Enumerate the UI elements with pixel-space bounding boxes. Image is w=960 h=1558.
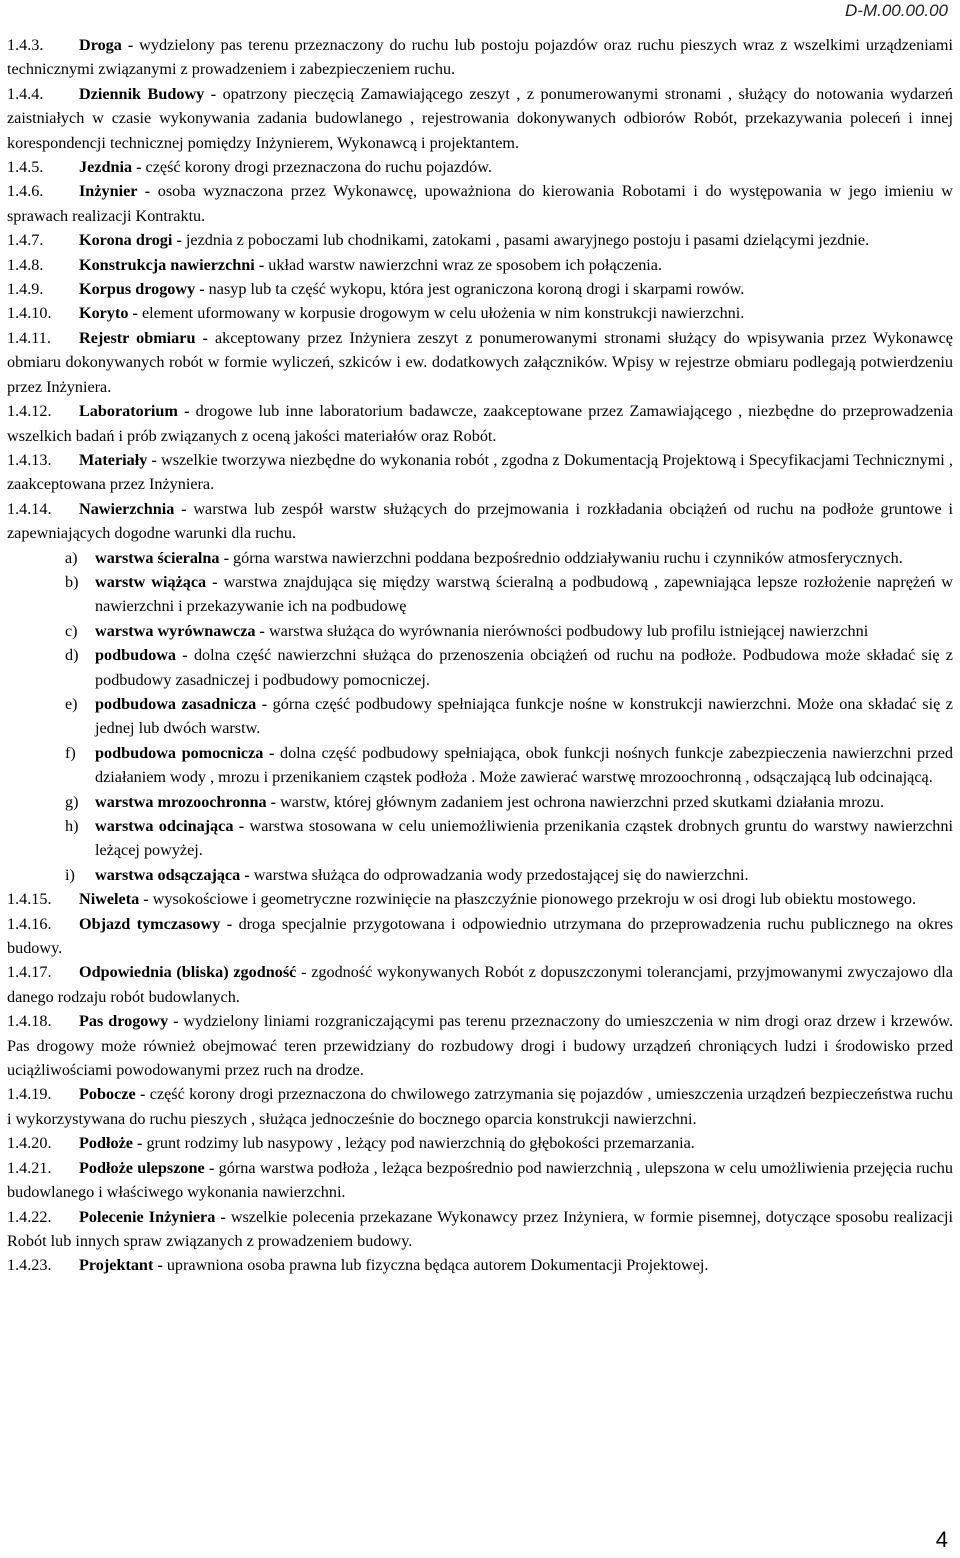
page-number: 4 (935, 1526, 948, 1552)
entry-number: 1.4.4. (7, 84, 44, 103)
entry-text: nasyp lub ta część wykopu, która jest ograniczona koroną drogi i skarpami rowów. (204, 280, 745, 299)
entry-number: 1.4.9. (7, 280, 44, 299)
sub-item-term: warstwa ścieralna - (95, 548, 229, 567)
entry-text: droga specjalnie przygotowana i odpowiednio utrzymana do przeprowadzenia ruchu publicznego na okres budowy. (7, 914, 954, 958)
definition-entry (7, 1131, 953, 1155)
entry-term: Dziennik Budowy - (79, 84, 217, 103)
sub-item-term: warstw wiążąca - (95, 572, 218, 591)
sub-item-text: górna część podbudowy spełniająca funkcje nośne w konstrukcji nawierzchni. Może ona składać się z jednej lub dwóch warstw. (95, 694, 953, 738)
entry-number: 1.4.7. (7, 231, 44, 250)
sub-item-letter: h) (65, 817, 79, 835)
sub-item-letter: g) (65, 792, 79, 811)
definition-entry (7, 326, 953, 399)
entry-text: opatrzony pieczęcią Zamawiającego zeszyt , z ponumerowanymi stronami , służący do notowania wydarzeń zaistniałych w czasie wykonywania zadania budowlanego , rejestrowania dokonywanych odbiorów Robót, przekazywania poleceń i innej korespondencji technicznej pomiędzy Inżynierem, Wykonawcą i projektantem. (7, 84, 953, 152)
sub-item (7, 643, 953, 692)
entry-text: grunt rodzimy lub nasypowy , leżący pod nawierzchnią do głębokości przemarzania. (142, 1134, 695, 1153)
sub-item-term: podbudowa pomocnicza - (95, 743, 275, 762)
entry-text: część korony drogi przeznaczona do ruchu pojazdów. (141, 158, 492, 177)
sub-item-letter: a) (65, 548, 78, 567)
definition-entry (7, 155, 953, 179)
sub-item-letter: d) (65, 646, 79, 665)
definition-entry (7, 33, 953, 82)
entry-term: Koryto - (79, 304, 138, 323)
definition-entry (7, 448, 953, 497)
entry-number: 1.4.19. (7, 1085, 52, 1104)
definition-entry (7, 301, 953, 325)
definition-entry (7, 82, 953, 155)
entry-text: górna warstwa podłoża , leżąca bezpośrednio pod nawierzchnią , ulepszona w celu umożliwienia przejęcia ruchu budowlanego i właściwego wykonania nawierzchni. (7, 1158, 953, 1202)
sub-item-letter: c) (65, 621, 78, 640)
sub-item-letter: e) (65, 694, 78, 713)
sub-item-text: górna warstwa nawierzchni poddana bezpośrednio oddziaływaniu ruchu i czynników atmosferycznych. (228, 548, 903, 567)
entry-number: 1.4.20. (7, 1134, 52, 1153)
sub-item (7, 814, 953, 863)
entry-term: Podłoże ulepszone - (79, 1158, 215, 1177)
entry-number: 1.4.15. (7, 890, 52, 909)
entry-number: 1.4.18. (7, 1012, 52, 1031)
entry-text: układ warstw nawierzchni wraz ze sposobem ich połączenia. (264, 255, 663, 274)
entry-term: Droga - (79, 36, 134, 54)
pavement-layers-list (7, 546, 953, 888)
entry-number: 1.4.16. (7, 914, 52, 933)
sub-item-text: warstwa znajdująca się między warstwą ścieralną a podbudową , zapewniająca lepsze rozłożenie naprężeń w nawierzchni i przekazywanie ich na podbudowę (95, 572, 953, 616)
entry-number: 1.4.11. (7, 328, 51, 347)
definition-entry (7, 253, 953, 277)
entry-text: - zgodność wykonywanych Robót z dopuszczonymi tolerancjami, przyjmowanymi zwyczajowo dla danego rodzaju robót budowlanych. (7, 963, 953, 1006)
entry-term: Nawierzchnia - (79, 499, 187, 518)
sub-item-text: warstwa służąca do odprowadzania wody przedostającej się do nawierzchni. (249, 865, 749, 884)
entry-term: Objazd tymczasowy - (79, 914, 233, 933)
sub-item-text: warstwa służąca do wyrównania nierówności podbudowy lub profilu istniejącej nawierzchni (264, 621, 869, 640)
entry-text: element uformowany w korpusie drogowym w celu ułożenia w nim konstrukcji nawierzchni. (137, 304, 745, 323)
entry-term: Podłoże - (79, 1134, 143, 1153)
entry-term: Korona drogi - (79, 231, 182, 250)
definition-entry (7, 179, 953, 228)
definition-entry (7, 912, 953, 961)
definition-entry (7, 277, 953, 301)
entry-number: 1.4.6. (7, 182, 44, 201)
sub-item (7, 619, 953, 643)
sub-item-text: dolna część podbudowy spełniająca, obok funkcji nośnych funkcje zabezpieczenia nawierzchni przed działaniem wody , mrozu i przenikaniem cząstek podłoża . Może zawierać warstwę mrozoochronną , odsączającą lub odcinającą. (95, 743, 954, 787)
entry-text: wszelkie polecenia przekazane Wykonawcy przez Inżyniera, w formie pisemnej, dotyczące sposobu realizacji Robót lub innych spraw związanych z prowadzeniem budowy. (7, 1207, 953, 1250)
entry-number: 1.4.14. (7, 499, 52, 518)
definitions-list (7, 33, 953, 1278)
entry-term: Polecenie Inżyniera - (79, 1207, 226, 1226)
entry-number: 1.4.22. (7, 1207, 52, 1226)
definition-entry (7, 399, 953, 448)
definition-entry (7, 960, 953, 1009)
definition-entry (7, 228, 953, 252)
entry-text: osoba wyznaczona przez Wykonawcę, upoważniona do kierowania Robotami i do występowania w jego imieniu w sprawach realizacji Kontraktu. (7, 182, 953, 225)
entry-text: wydzielony pas terenu przeznaczony do ruchu lub postoju pojazdów oraz ruchu pieszych wraz z wszelkimi urządzeniami technicznymi związanymi z prowadzeniem i zabezpieczeniem ruchu. (7, 36, 953, 79)
document-code: D-M.00.00.00 (845, 1, 948, 20)
sub-item-term: warstwa odsączająca - (95, 865, 250, 884)
entry-number: 1.4.21. (7, 1158, 52, 1177)
sub-item-text: warstw, której głównym zadaniem jest ochrona nawierzchni przed skutkami działania mrozu. (276, 792, 885, 811)
entry-number: 1.4.10. (7, 304, 52, 323)
entry-text: uprawniona osoba prawna lub fizyczna będąca autorem Dokumentacji Projektowej. (162, 1256, 709, 1275)
entry-text: akceptowany przez Inżyniera zeszyt z ponumerowanymi stronami służący do wpisywania przez Wykonawcę obmiaru dokonywanych robót w formie wyliczeń, szkiców i ew. dodatkowych załączników. Wpisy w rejestrze obmiaru podlegają potwierdzeniu przez Inżyniera. (7, 328, 953, 396)
entry-number: 1.4.23. (7, 1256, 52, 1275)
sub-item-letter: b) (65, 572, 79, 591)
definition-entry (7, 1253, 953, 1277)
definition-entry (7, 887, 953, 911)
definition-entry (7, 1205, 953, 1254)
sub-item-term: warstwa mrozoochronna - (95, 792, 277, 811)
entry-text: część korony drogi przeznaczona do chwilowego zatrzymania się pojazdów , umieszczenia urządzeń bezpieczeństwa ruchu i wykorzystywana do ruchu pieszych , służąca jednocześnie do bocznego oparcia konstrukcji nawierzchni. (7, 1085, 953, 1128)
entries-after (7, 887, 953, 1278)
entry-term: Pas drogowy - (79, 1012, 179, 1031)
entry-text: jezdnia z poboczami lub chodnikami, zatokami , pasami awaryjnego postoju i pasami dzielącymi jezdnie. (181, 231, 870, 250)
entry-term: Materiały - (79, 450, 157, 469)
entry-number: 1.4.17. (7, 963, 52, 982)
definition-entry (7, 497, 953, 546)
entry-term: Konstrukcja nawierzchni - (79, 255, 265, 274)
entry-term: Pobocze - (79, 1085, 146, 1104)
sub-item-term: warstwa odcinająca - (95, 817, 245, 835)
sub-item (7, 692, 953, 741)
entry-text: warstwa lub zespół warstw służących do przejmowania i rozkładania obciążeń od ruchu na podłoże gruntowe i zapewniających dogodne warunki dla ruchu. (7, 499, 953, 543)
entry-number: 1.4.12. (7, 402, 52, 421)
entry-term: Korpus drogowy - (79, 280, 205, 299)
entry-term: Niweleta - (79, 890, 149, 909)
sub-item-letter: f) (65, 743, 76, 762)
entry-text: wszelkie tworzywa niezbędne do wykonania robót , zgodna z Dokumentacją Projektową i Specyfikacjami Technicznymi , zaakceptowana przez Inżyniera. (7, 450, 953, 494)
entry-text: drogowe lub inne laboratorium badawcze, zaakceptowane przez Zamawiającego , niezbędne do przeprowadzenia wszelkich badań i prób związanych z oceną jakości materiałów oraz Robót. (7, 402, 954, 445)
sub-item-term: warstwa wyrównawcza - (95, 621, 265, 640)
sub-item-letter: i) (65, 865, 75, 884)
sub-item-text: warstwa stosowana w celu uniemożliwienia przenikania cząstek drobnych gruntu do warstwy nawierzchni leżącej powyżej. (95, 817, 953, 860)
entry-number: 1.4.5. (7, 158, 44, 177)
definition-entry (7, 1082, 953, 1131)
sub-item (7, 546, 953, 570)
definition-entry (7, 1009, 953, 1082)
entry-term: Inżynier - (79, 182, 151, 201)
sub-item-term: podbudowa - (95, 646, 188, 665)
entry-term: Rejestr obmiaru - (79, 328, 208, 347)
sub-item (7, 741, 953, 790)
definition-entry (7, 1156, 953, 1205)
sub-item (7, 790, 953, 814)
sub-item (7, 863, 953, 887)
entry-number: 1.4.13. (7, 450, 52, 469)
entry-number: 1.4.3. (7, 36, 44, 54)
entries-before (7, 33, 953, 546)
entry-term: Odpowiednia (bliska) zgodność (79, 963, 297, 982)
entry-term: Projektant - (79, 1256, 163, 1275)
sub-item-text: dolna część nawierzchni służąca do przenoszenia obciążeń od ruchu na podłoże. Podbudowa może składać się z podbudowy zasadniczej i podbudowy pomocniczej. (95, 646, 953, 689)
entry-text: wysokościowe i geometryczne rozwinięcie na płaszczyźnie pionowego przekroju w osi drogi lub obiektu mostowego. (148, 890, 917, 909)
sub-item (7, 570, 953, 619)
entry-term: Laboratorium - (79, 402, 190, 421)
entry-text: wydzielony liniami rozgraniczającymi pas terenu przeznaczony do umieszczenia w nim drogi oraz drzew i krzewów. Pas drogowy może również obejmować teren przewidziany do rozbudowy drogi i budowy urządzeń chroniących ludzi i środowisko przed uciążliwościami powodowanymi przez ruch na drodze. (7, 1012, 953, 1080)
entry-number: 1.4.8. (7, 255, 44, 274)
entry-term: Jezdnia - (79, 158, 142, 177)
sub-item-term: podbudowa zasadnicza - (95, 694, 268, 713)
